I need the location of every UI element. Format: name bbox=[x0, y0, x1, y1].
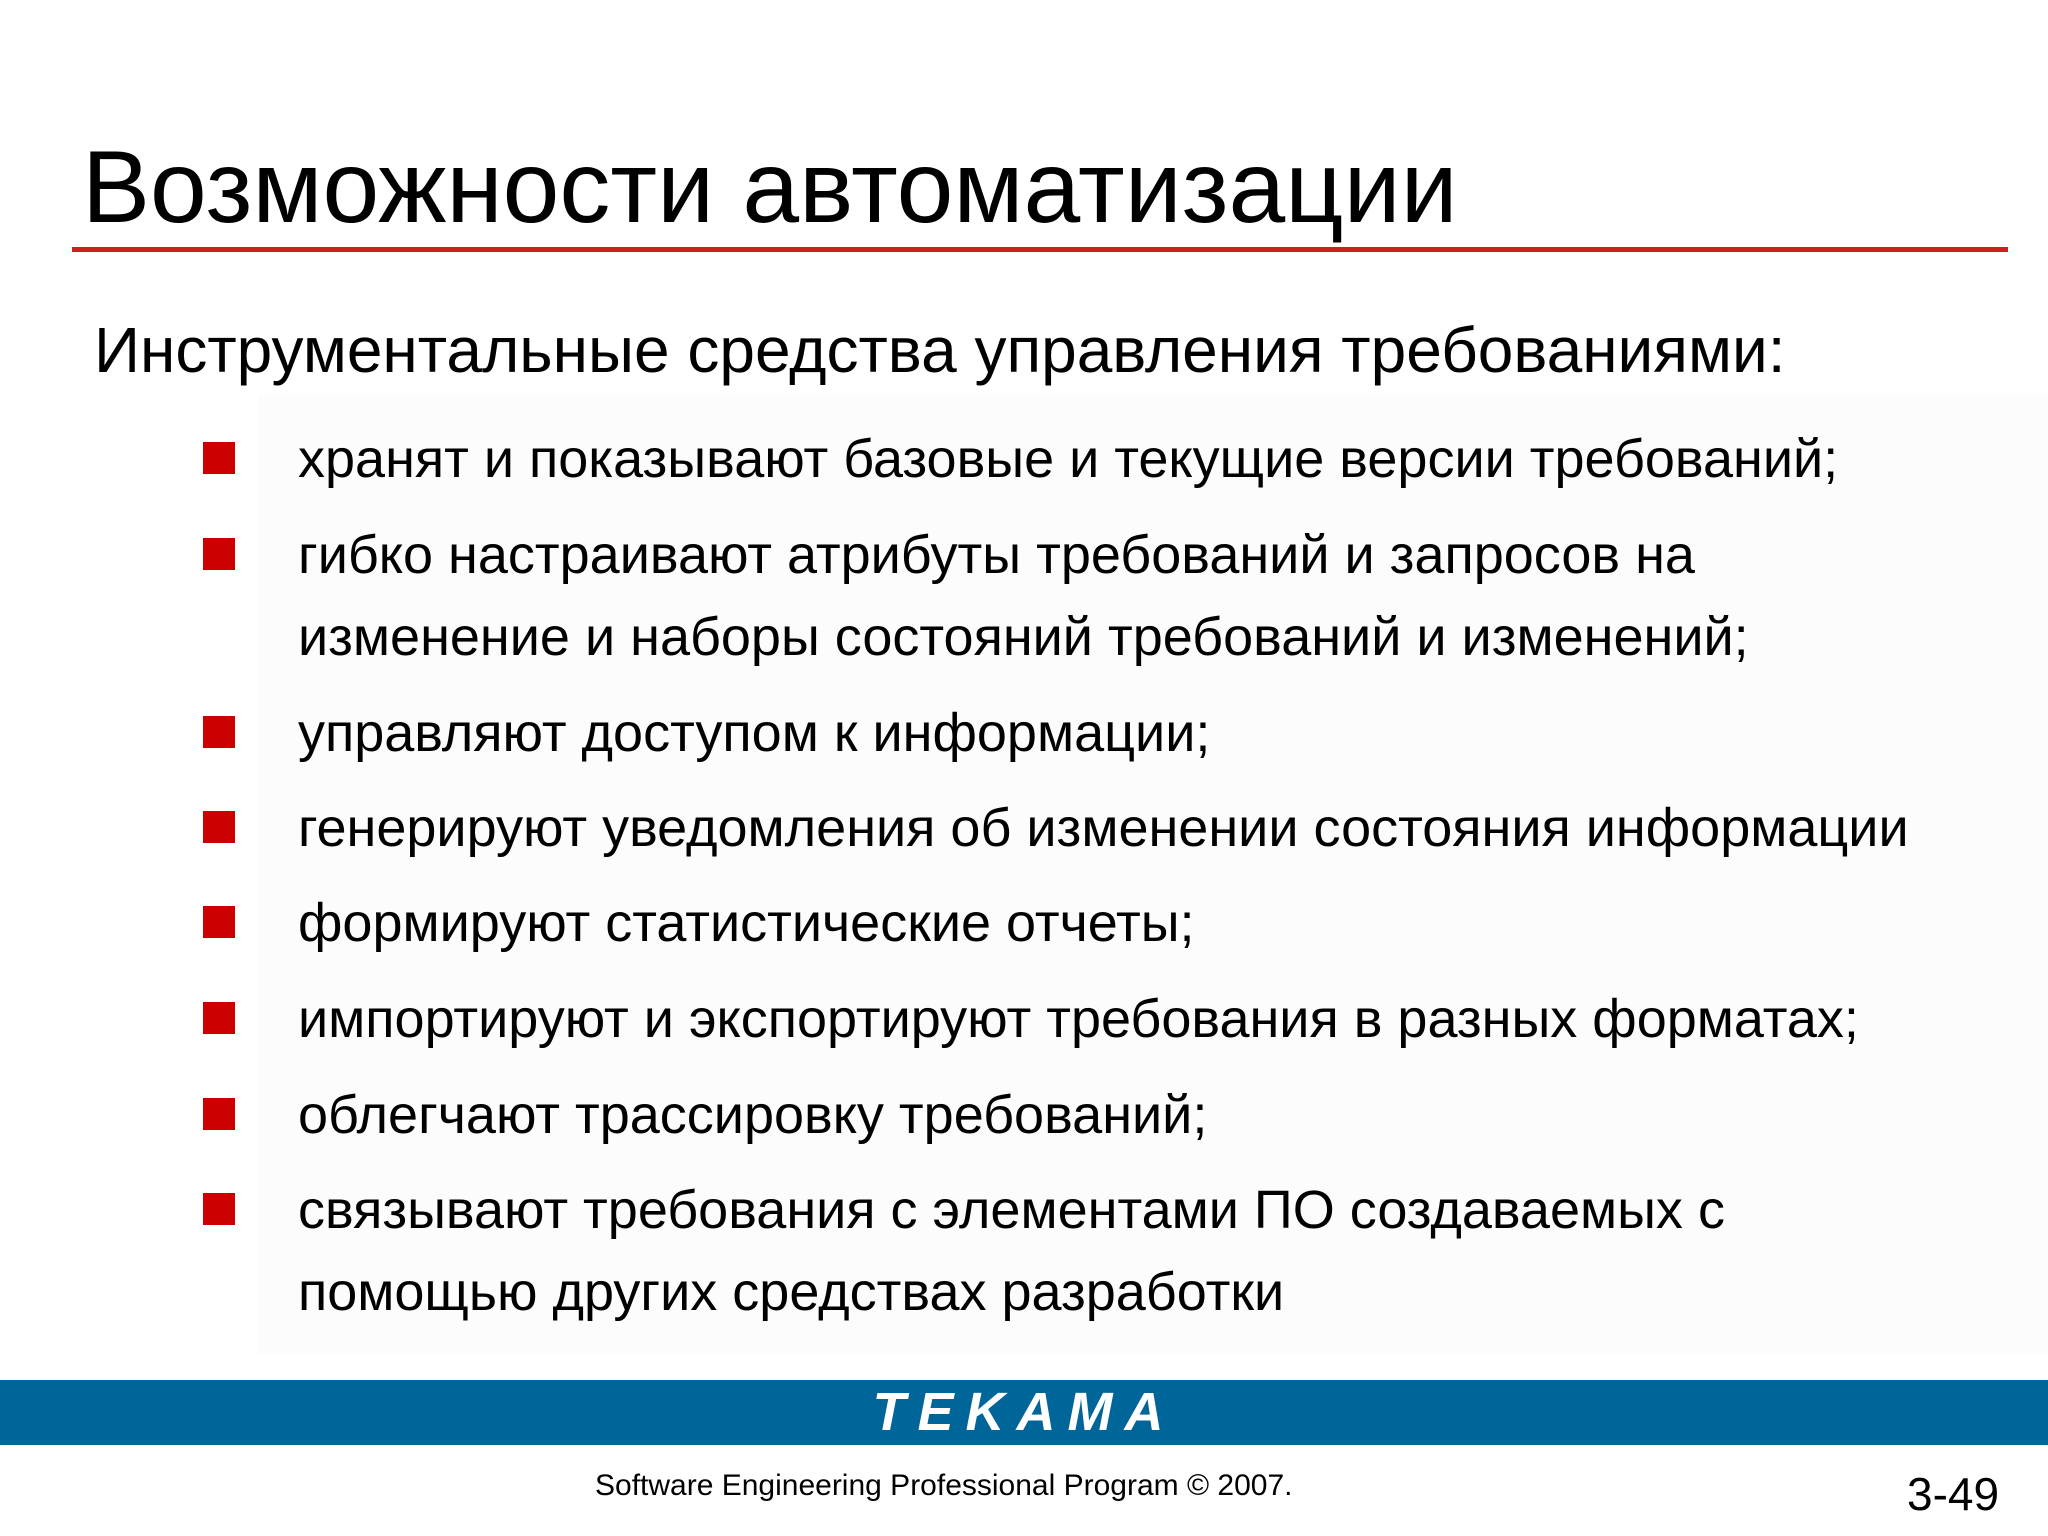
lead-text: Инструментальные средства управления требованиями: bbox=[94, 314, 1786, 386]
bullet-line: изменение и наборы состояний требований и изменений; bbox=[298, 607, 1749, 667]
square-bullet-icon bbox=[203, 442, 235, 474]
page-number: 3-49 bbox=[1907, 1468, 2000, 1520]
bullet-line: формируют статистические отчеты; bbox=[298, 893, 1195, 953]
bullet-text bbox=[298, 1074, 2018, 1156]
bullet-text bbox=[298, 978, 2018, 1060]
slide-title: Возможности автоматизации bbox=[82, 130, 1458, 244]
bullet-line: гибко настраивают атрибуты требований и запросов на bbox=[298, 525, 1695, 585]
square-bullet-icon bbox=[203, 906, 235, 938]
square-bullet-icon bbox=[203, 716, 235, 748]
bullet-line: связывают требования с элементами ПО создаваемых с bbox=[298, 1180, 1725, 1240]
bullet-text bbox=[298, 514, 2018, 678]
square-bullet-icon bbox=[203, 811, 235, 843]
bullet-text bbox=[298, 418, 2018, 500]
bullet-line: облегчают трассировку требований; bbox=[298, 1085, 1208, 1145]
bullet-text bbox=[298, 1169, 2018, 1333]
bullet-line: управляют доступом к информации; bbox=[298, 703, 1211, 763]
square-bullet-icon bbox=[203, 538, 235, 570]
brand-logo-text: TEKAMA bbox=[872, 1382, 1176, 1442]
bullet-text bbox=[298, 882, 2018, 964]
bullet-text bbox=[298, 787, 2018, 869]
square-bullet-icon bbox=[203, 1193, 235, 1225]
bullet-line: хранят и показывают базовые и текущие версии требований; bbox=[298, 429, 1839, 489]
copyright-text: Software Engineering Professional Program © 2007. bbox=[595, 1469, 1293, 1502]
footer-band bbox=[0, 1380, 2048, 1445]
bullet-line: импортируют и экспортируют требования в разных форматах; bbox=[298, 989, 1859, 1049]
square-bullet-icon bbox=[203, 1098, 235, 1130]
bullet-text bbox=[298, 692, 2018, 774]
bullet-line: помощью других средствах разработки bbox=[298, 1262, 1285, 1322]
bullet-line: генерируют уведомления об изменении состояния информации bbox=[298, 798, 1909, 858]
square-bullet-icon bbox=[203, 1002, 235, 1034]
